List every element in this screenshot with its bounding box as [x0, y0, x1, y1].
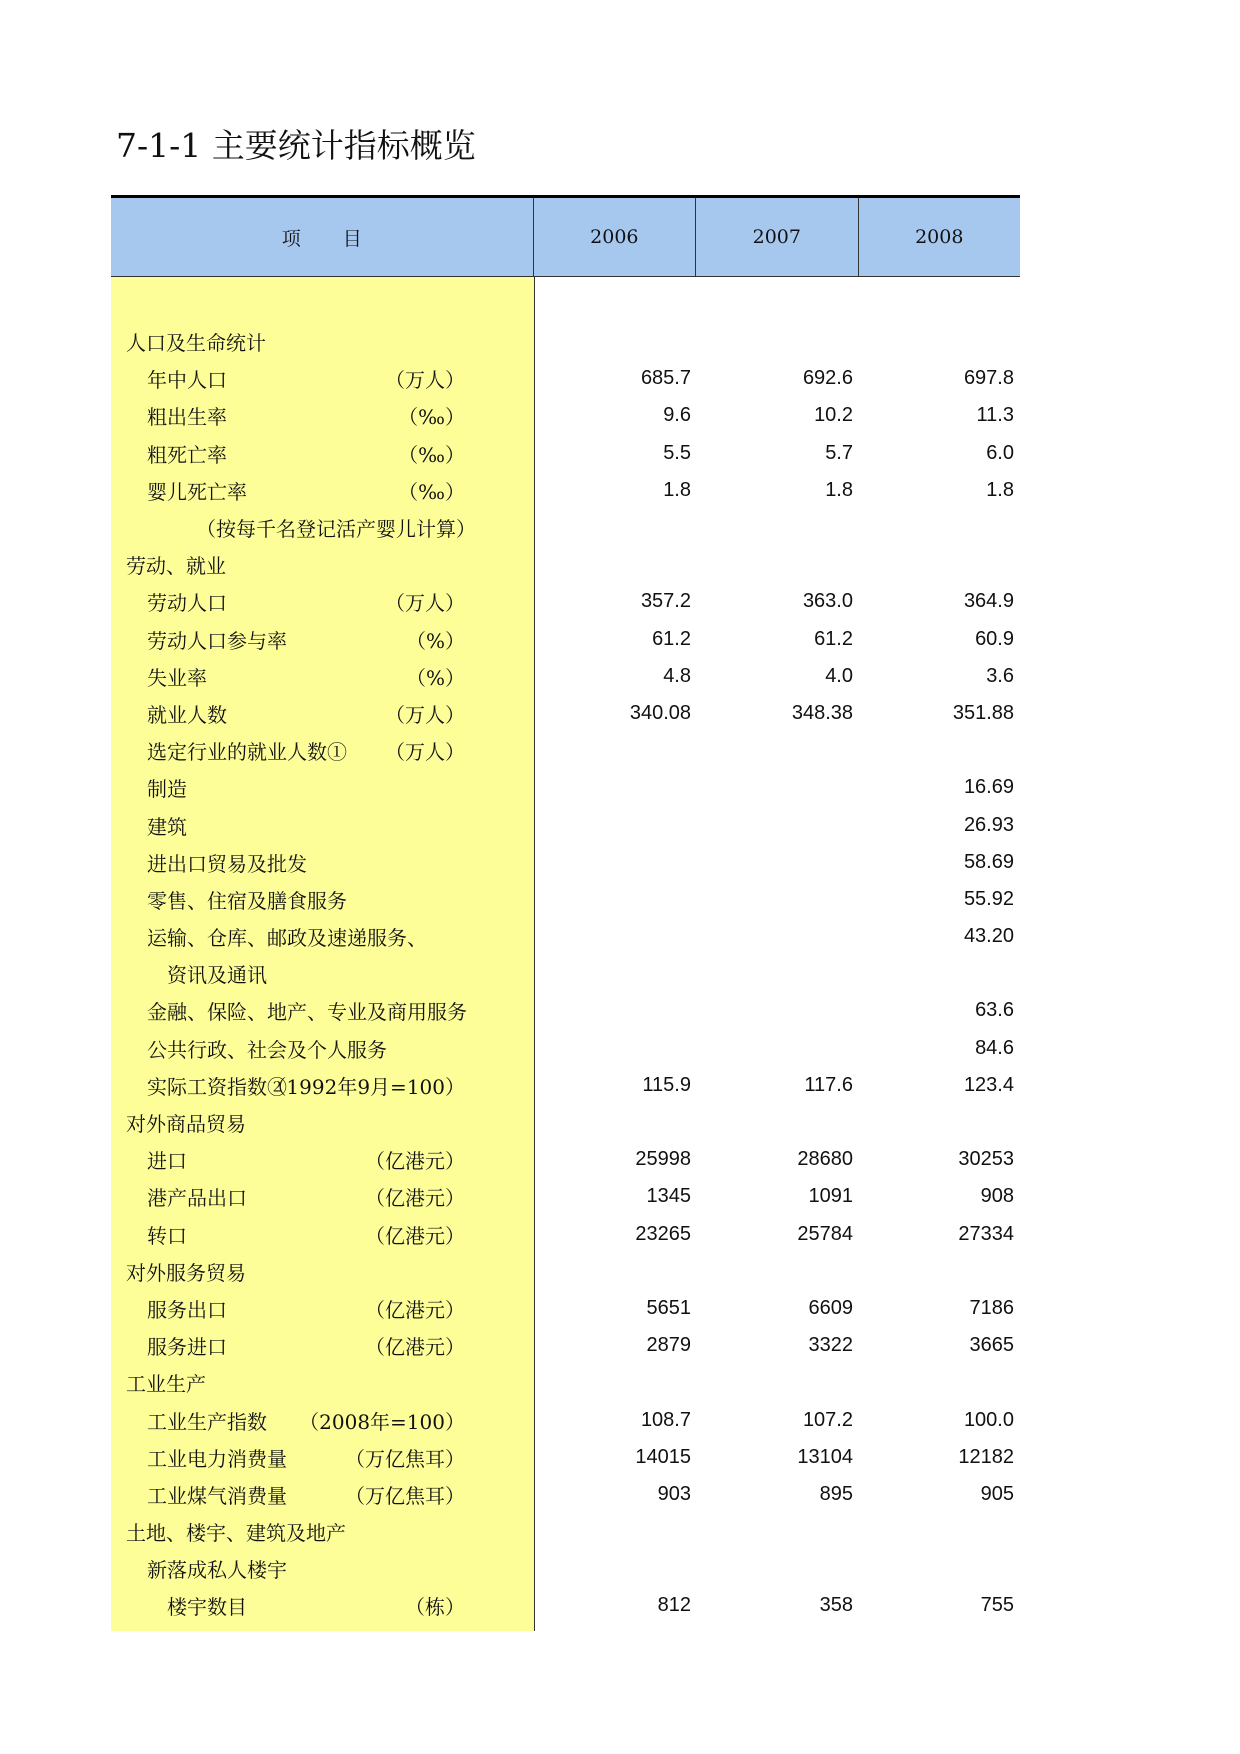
- value-cell-2008: 908: [980, 1185, 1014, 1208]
- row-label-cell: [111, 1587, 535, 1624]
- table-body: [111, 277, 1020, 1631]
- value-cell-2008: 84.6: [975, 1036, 1014, 1059]
- table-row: [111, 1178, 1020, 1215]
- row-label-cell: [111, 769, 535, 806]
- row-unit: （万人）: [385, 740, 465, 765]
- table-row: [111, 658, 1020, 695]
- value-cell-2006: 9.6: [663, 404, 691, 427]
- table-row: [111, 844, 1020, 881]
- row-label-cell: [111, 1476, 535, 1513]
- row-unit: （亿港元）: [365, 1223, 465, 1248]
- row-label: 土地、楼宇、建筑及地产: [126, 1521, 346, 1546]
- row-unit: （栋）: [405, 1595, 465, 1620]
- value-cell-2008: 123.4: [963, 1073, 1014, 1096]
- value-cell-2007: 61.2: [814, 627, 853, 650]
- value-cell-2006: 685.7: [640, 367, 691, 390]
- row-label-cell: [111, 806, 535, 843]
- table-row: [111, 1587, 1020, 1624]
- row-unit: （‰）: [398, 442, 465, 467]
- value-cell-2007: 1.8: [825, 478, 853, 501]
- row-label: 转口: [147, 1223, 187, 1248]
- table-row: [111, 323, 1020, 360]
- table-row: [111, 769, 1020, 806]
- row-label-cell: [111, 360, 535, 397]
- table-row: [111, 546, 1020, 583]
- row-unit: （亿港元）: [365, 1149, 465, 1174]
- table-row: [111, 881, 1020, 918]
- row-label: 工业电力消费量: [147, 1446, 287, 1471]
- row-unit: （1992年9月=100）: [266, 1074, 465, 1099]
- row-label: 工业生产: [126, 1372, 206, 1397]
- row-label-cell: [111, 1513, 535, 1550]
- value-cell-2006: 1345: [646, 1185, 691, 1208]
- table-row: [111, 1476, 1020, 1513]
- row-unit: （‰）: [398, 479, 465, 504]
- row-label-cell: [111, 732, 535, 769]
- row-label: 进出口贸易及批发: [147, 851, 307, 876]
- row-unit: （万人）: [385, 591, 465, 616]
- row-label: 制造: [147, 777, 187, 802]
- header-year-2008: 2008: [915, 226, 964, 248]
- value-cell-2006: 357.2: [640, 590, 691, 613]
- row-label-cell: [111, 1401, 535, 1438]
- value-cell-2006: 14015: [635, 1445, 691, 1468]
- value-cell-2007: 4.0: [825, 664, 853, 687]
- row-unit: （万人）: [385, 368, 465, 393]
- value-cell-2007: 358: [819, 1594, 853, 1617]
- value-cell-2008: 30253: [958, 1148, 1014, 1171]
- value-cell-2006: 25998: [635, 1148, 691, 1171]
- value-cell-2008: 16.69: [963, 776, 1014, 799]
- value-cell-2008: 27334: [958, 1222, 1014, 1245]
- table-row: [111, 1141, 1020, 1178]
- row-unit: （2008年=100）: [299, 1409, 465, 1434]
- table-row: [111, 509, 1020, 546]
- value-cell-2007: 5.7: [825, 441, 853, 464]
- value-cell-2008: 351.88: [952, 701, 1014, 724]
- row-label: 劳动人口: [147, 591, 227, 616]
- row-label: 年中人口: [147, 368, 227, 393]
- table-header: [111, 195, 1020, 277]
- table-row: [111, 695, 1020, 732]
- row-label: 服务出口: [147, 1297, 227, 1322]
- row-unit: （‰）: [398, 405, 465, 430]
- value-cell-2006: 812: [657, 1594, 691, 1617]
- row-label-cell: [111, 1030, 535, 1067]
- value-cell-2008: 12182: [958, 1445, 1014, 1468]
- row-label: 工业生产指数: [147, 1409, 267, 1434]
- row-unit: （亿港元）: [365, 1335, 465, 1360]
- table-row: [111, 918, 1020, 955]
- row-label: 劳动人口参与率: [147, 628, 287, 653]
- value-cell-2008: 11.3: [976, 404, 1014, 427]
- value-cell-2008: 43.20: [963, 925, 1014, 948]
- value-cell-2007: 3322: [808, 1334, 853, 1357]
- row-label: 实际工资指数②: [147, 1074, 287, 1099]
- value-cell-2006: 5.5: [663, 441, 691, 464]
- value-cell-2008: 55.92: [963, 887, 1014, 910]
- table-row: [111, 1550, 1020, 1587]
- row-label-cell: [111, 1067, 535, 1104]
- row-unit: （万亿焦耳）: [345, 1446, 465, 1471]
- row-label: 进口: [147, 1149, 187, 1174]
- table-row: [111, 472, 1020, 509]
- row-label: 选定行业的就业人数①: [147, 740, 347, 765]
- header-year-2006: 2006: [534, 198, 696, 276]
- row-label-cell: [111, 1253, 535, 1290]
- row-label-cell: [111, 323, 535, 360]
- row-label: 对外服务贸易: [126, 1260, 246, 1285]
- row-label: 粗出生率: [147, 405, 227, 430]
- table-row: [111, 1104, 1020, 1141]
- row-unit: （%）: [405, 628, 465, 653]
- value-cell-2008: 3.6: [986, 664, 1014, 687]
- value-cell-2008: 905: [980, 1482, 1014, 1505]
- header-item: 项目: [111, 198, 534, 276]
- value-cell-2008: 60.9: [975, 627, 1014, 650]
- table-row: [111, 1067, 1020, 1104]
- table-row: [111, 1030, 1020, 1067]
- value-cell-2007: 692.6: [802, 367, 853, 390]
- value-cell-2007: 25784: [797, 1222, 853, 1245]
- value-cell-2007: 6609: [808, 1296, 853, 1319]
- row-label-cell: [111, 1178, 535, 1215]
- value-cell-2008: 1.8: [986, 478, 1014, 501]
- row-label: 运输、仓库、邮政及速递服务、: [147, 926, 427, 951]
- row-label: 对外商品贸易: [126, 1112, 246, 1137]
- value-cell-2007: 1091: [808, 1185, 853, 1208]
- row-label: 港产品出口: [147, 1186, 247, 1211]
- table-row: [111, 1364, 1020, 1401]
- value-cell-2006: 340.08: [629, 701, 691, 724]
- value-cell-2008: 3665: [969, 1334, 1014, 1357]
- row-label: 人口及生命统计: [126, 331, 266, 356]
- row-label: 建筑: [147, 814, 187, 839]
- row-label-cell: [111, 621, 535, 658]
- value-cell-2008: 6.0: [986, 441, 1014, 464]
- value-cell-2008: 755: [980, 1594, 1014, 1617]
- row-label-cell: [111, 695, 535, 732]
- row-label: 婴儿死亡率: [147, 479, 247, 504]
- row-unit: （%）: [405, 665, 465, 690]
- row-label-cell: [111, 1141, 535, 1178]
- value-cell-2007: 117.6: [804, 1073, 853, 1096]
- table-row: [111, 1439, 1020, 1476]
- row-label: 劳动、就业: [126, 554, 226, 579]
- row-label: 楼宇数目: [167, 1595, 247, 1620]
- table-row: [111, 360, 1020, 397]
- row-label: 公共行政、社会及个人服务: [147, 1037, 387, 1062]
- value-cell-2006: 4.8: [663, 664, 691, 687]
- stats-table: [111, 195, 1020, 1631]
- row-label-cell: [111, 844, 535, 881]
- value-cell-2007: 107.2: [802, 1408, 853, 1431]
- value-cell-2006: 5651: [646, 1296, 691, 1319]
- table-row: [111, 732, 1020, 769]
- row-label-cell: [111, 397, 535, 434]
- header-year-2007: 2007: [696, 198, 858, 276]
- table-row: [111, 806, 1020, 843]
- value-cell-2006: 1.8: [663, 478, 691, 501]
- row-label: 工业煤气消费量: [147, 1483, 287, 1508]
- row-unit: （万人）: [385, 702, 465, 727]
- value-cell-2006: 903: [657, 1482, 691, 1505]
- row-label-cell: [111, 1550, 535, 1587]
- row-label-cell: [111, 918, 535, 955]
- page-title: 7-1-1 主要统计指标概览: [116, 126, 476, 165]
- row-label: 失业率: [147, 665, 207, 690]
- row-label-cell: [111, 1290, 535, 1327]
- row-unit: （万亿焦耳）: [345, 1483, 465, 1508]
- value-cell-2008: 7186: [969, 1296, 1014, 1319]
- row-label-cell: [111, 546, 535, 583]
- table-row: [111, 1327, 1020, 1364]
- row-label-cell: [111, 1216, 535, 1253]
- table-row: [111, 1253, 1020, 1290]
- row-label-cell: [111, 992, 535, 1029]
- row-label-cell: [111, 583, 535, 620]
- value-cell-2007: 348.38: [791, 701, 853, 724]
- row-label-cell: [111, 1327, 535, 1364]
- value-cell-2008: 26.93: [963, 813, 1014, 836]
- value-cell-2008: 100.0: [963, 1408, 1014, 1431]
- value-cell-2006: 23265: [635, 1222, 691, 1245]
- row-label: 粗死亡率: [147, 442, 227, 467]
- row-unit: （亿港元）: [365, 1297, 465, 1322]
- row-label-cell: [111, 435, 535, 472]
- value-cell-2007: 13104: [797, 1445, 853, 1468]
- row-label: 资讯及通讯: [167, 963, 267, 988]
- table-row: [111, 397, 1020, 434]
- table-row: [111, 1513, 1020, 1550]
- value-cell-2006: 2879: [646, 1334, 691, 1357]
- table-row: [111, 621, 1020, 658]
- row-label: 零售、住宿及膳食服务: [147, 888, 347, 913]
- value-cell-2006: 108.7: [640, 1408, 691, 1431]
- row-label-cell: [111, 509, 535, 546]
- row-label-cell: [111, 955, 535, 992]
- value-cell-2007: 363.0: [802, 590, 853, 613]
- value-cell-2008: 63.6: [975, 999, 1014, 1022]
- value-cell-2006: 115.9: [642, 1073, 691, 1096]
- row-label-cell: [111, 1104, 535, 1141]
- row-label: 金融、保险、地产、专业及商用服务: [147, 1000, 467, 1025]
- row-label-cell: [111, 881, 535, 918]
- row-label: （按每千名登记活产婴儿计算）: [196, 517, 476, 542]
- value-cell-2007: 10.2: [814, 404, 853, 427]
- row-label-cell: [111, 472, 535, 509]
- value-cell-2007: 28680: [797, 1148, 853, 1171]
- value-cell-2006: 61.2: [652, 627, 691, 650]
- row-label-cell: [111, 1364, 535, 1401]
- row-label-cell: [111, 658, 535, 695]
- table-row: [111, 435, 1020, 472]
- table-row: [111, 583, 1020, 620]
- value-cell-2007: 895: [819, 1482, 853, 1505]
- value-cell-2008: 364.9: [963, 590, 1014, 613]
- table-row: [111, 1401, 1020, 1438]
- table-row: [111, 992, 1020, 1029]
- value-cell-2008: 58.69: [963, 850, 1014, 873]
- table-row: [111, 1290, 1020, 1327]
- value-cell-2008: 697.8: [963, 367, 1014, 390]
- row-label: 就业人数: [147, 702, 227, 727]
- row-unit: （亿港元）: [365, 1186, 465, 1211]
- row-label: 新落成私人楼宇: [147, 1558, 287, 1583]
- table-row: [111, 955, 1020, 992]
- row-label-cell: [111, 1439, 535, 1476]
- row-label: 服务进口: [147, 1335, 227, 1360]
- table-row: [111, 1216, 1020, 1253]
